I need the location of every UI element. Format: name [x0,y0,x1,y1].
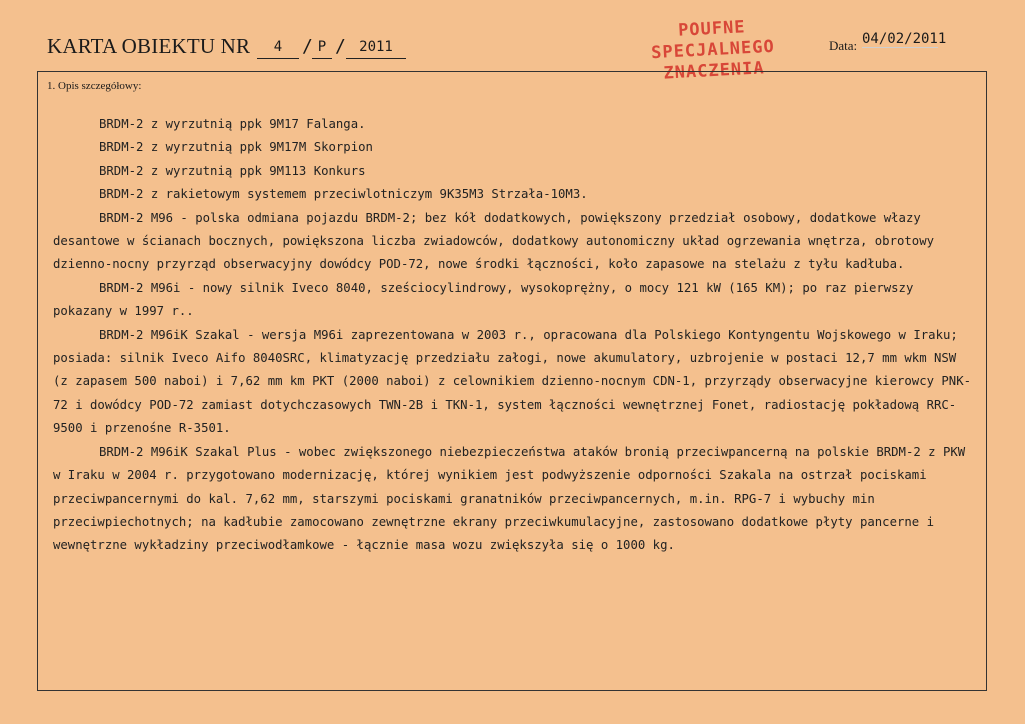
object-number-field[interactable]: 4 [257,36,299,59]
section-label: 1. Opis szczegółowy: [47,80,142,92]
date-field[interactable]: 04/02/2011 [862,31,947,47]
paragraph: BRDM-2 z wyrzutnią ppk 9M17M Skorpion [99,140,373,155]
paragraph: BRDM-2 z rakietowym systemem przeciwlotniczym 9K35M3 Strzała-10M3. [99,187,588,202]
object-year-field[interactable]: 2011 [346,36,406,59]
paragraph: BRDM-2 z wyrzutnią ppk 9M113 Konkurs [99,163,366,178]
stamp-line: POUFNE [677,17,747,41]
paragraph: BRDM-2 M96 - polska odmiana pojazdu BRDM-2; bez kół dodatkowych, powiększony przedział osobowy, dodatkowe włazy desantowe w ścianach bocznych, powiększona liczba zwiadowców, dodatkowy autonomiczny układ ogrzewania wnętrza, obrotowy dzienno-nocny przyrząd obserwacyjny dowódcy POD-72, nowe środki łączności, koło zapasowe na stelażu z tyłu kadłuba. [53,210,934,272]
object-series-field[interactable]: P [312,36,332,59]
paragraph: BRDM-2 M96iK Szakal - wersja M96i zaprezentowana w 2003 r., opracowana dla Polskiego Kontyngentu Wojskowego w Iraku; posiada: silnik Iveco Aifo 8040SRC, klimatyzację przedziału załogi, nowe akumulatory, uzbrojenie w postaci 12,7 mm wkm NSW (z zapasem 500 naboi) i 7,62 mm km PKT (2000 naboi) z celownikiem dzienno-nocnym CDN-1, przyrządy obserwacyjne kierowcy PNK-72 i dowódcy POD-72 zamiast dotychczasowych TWN-2B i TKN-1, system łączności wewnętrznej Fonet, radiostację pokładową RRC-9500 i przenośne R-3501. [53,327,972,436]
stamp-line: SPECJALNEGO [650,36,776,64]
description-text [53,113,978,558]
stamp-line: ZNACZENIA [663,58,766,84]
card-title: KARTA OBIEKTU NR [47,34,251,58]
separator-slash: / [335,36,346,57]
date-label: Data: [829,38,858,53]
paragraph: BRDM-2 z wyrzutnią ppk 9M17 Falanga. [99,117,366,131]
paragraph: BRDM-2 M96iK Szakal Plus - wobec zwiększonego niebezpieczeństwa ataków bronią przeciwpancerną na polskie BRDM-2 z PKW w Iraku w 2004 r. przygotowano modernizację, której wynikiem jest podwyższenie odporności Szakala na ostrzał pociskami przeciwpancernymi do kal. 7,62 mm, starszymi pociskami granatników przeciwpancernych, m.in. RPG-7 i wybuchy min przeciwpiechotnych; na kadłubie zamocowano zewnętrzne ekrany przeciwkumulacyjne, zastosowano dodatkowe płyty pancerne i wewnętrzne wykładziny przeciwodłamkowe - łącznie masa wozu zwiększyła się o 1000 kg. [53,444,966,553]
paragraph: BRDM-2 M96i - nowy silnik Iveco 8040, sześciocylindrowy, wysokoprężny, o mocy 121 kW (165 KM); po raz pierwszy pokazany w 1997 r.. [53,280,914,319]
separator-slash: / [302,36,313,57]
